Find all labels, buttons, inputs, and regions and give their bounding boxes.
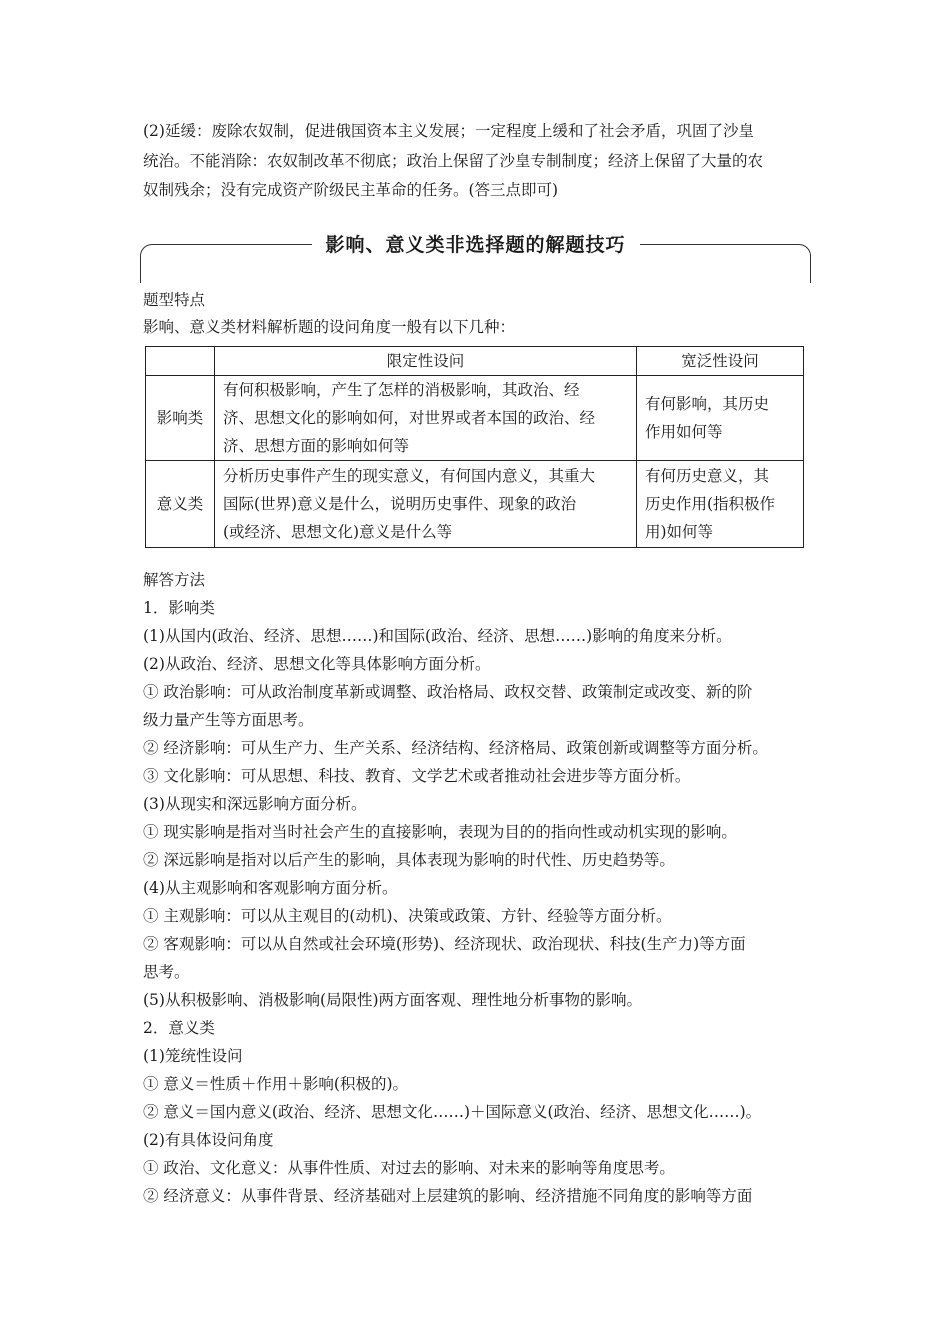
method-line: ① 意义＝性质＋作用＋影响(积极的)。: [143, 1075, 409, 1093]
cell-line: 有何历史意义，其: [645, 467, 770, 485]
table-header-cell: 宽泛性设问: [637, 347, 804, 376]
section-title: 影响、意义类非选择题的解题技巧: [311, 231, 639, 259]
method-line: 1．影响类: [143, 599, 215, 617]
broad-question-cell: [637, 376, 804, 461]
limited-question-cell: [215, 376, 637, 461]
table-header-cell: 限定性设问: [215, 347, 637, 376]
method-line: ① 主观影响：可以从主观目的(动机)、决策或政策、方针、经验等方面分析。: [143, 907, 672, 925]
row-label: 影响类: [146, 376, 215, 461]
row-label: 意义类: [146, 461, 215, 548]
method-line: ① 现实影响是指对当时社会产生的直接影响，表现为目的的指向性或动机实现的影响。: [143, 823, 737, 841]
method-line: ② 经济影响：可从生产力、生产关系、经济结构、经济格局、政策创新或调整等方面分析。: [143, 739, 768, 757]
method-line: 2．意义类: [143, 1019, 215, 1037]
method-line: (5)从积极影响、消极影响(局限性)两方面客观、理性地分析事物的影响。: [143, 991, 643, 1009]
broad-question-cell: [637, 461, 804, 548]
cell-line: 国际(世界)意义是什么，说明历史事件、现象的政治: [223, 495, 577, 513]
method-line: ① 政治、文化意义：从事件性质、对过去的影响、对未来的影响等角度思考。: [143, 1159, 675, 1177]
method-line: (3)从现实和深远影响方面分析。: [143, 795, 367, 813]
table-header-cell: [146, 347, 215, 376]
cell-line: 济、思想方面的影响如何等: [223, 437, 410, 455]
limited-question-cell: [215, 461, 637, 548]
method-line: 级力量产生等方面思考。: [143, 711, 314, 729]
cell-line: 有何影响，其历史: [645, 395, 770, 413]
table-header-row: [146, 347, 804, 376]
table-row: [146, 376, 804, 461]
cell-line: 历史作用(指积极作: [645, 495, 776, 513]
intro-line: (2)延缓：废除农奴制，促进俄国资本主义发展；一定程度上缓和了社会矛盾，巩固了沙皇: [143, 122, 754, 140]
cell-line: 分析历史事件产生的现实意义，有何国内意义，其重大: [223, 467, 596, 485]
method-line: (1)笼统性设问: [143, 1047, 243, 1065]
cell-line: 济、思想文化的影响如何，对世界或者本国的政治、经: [223, 409, 596, 427]
cell-line: (或经济、思想文化)意义是什么等: [223, 523, 453, 541]
method-line: (1)从国内(政治、经济、思想……)和国际(政治、经济、思想……)影响的角度来分析。: [143, 627, 732, 645]
method-line: ② 意义＝国内意义(政治、经济、思想文化……)＋国际意义(政治、经济、思想文化……)。: [143, 1103, 762, 1121]
method-line: ① 政治影响：可从政治制度革新或调整、政治格局、政权交替、政策制定或改变、新的阶: [143, 683, 753, 701]
method-line: (2)从政治、经济、思想文化等具体影响方面分析。: [143, 655, 491, 673]
method-line: ② 深远影响是指对以后产生的影响，具体表现为影响的时代性、历史趋势等。: [143, 851, 675, 869]
method-line: ③ 文化影响：可从思想、科技、教育、文学艺术或者推动社会进步等方面分析。: [143, 767, 691, 785]
question-type-table: [145, 346, 804, 548]
cell-line: 用)如何等: [645, 523, 714, 541]
cell-line: 有何积极影响，产生了怎样的消极影响，其政治、经: [223, 381, 580, 399]
method-line: ② 客观影响：可以从自然或社会环境(形势)、经济现状、政治现状、科技(生产力)等方面: [143, 935, 746, 953]
intro-line: 统治。不能消除：农奴制改革不彻底；政治上保留了沙皇专制制度；经济上保留了大量的农: [143, 152, 764, 170]
method-line: (4)从主观影响和客观影响方面分析。: [143, 879, 398, 897]
method-heading: 解答方法: [143, 571, 206, 589]
method-line: ② 经济意义：从事件背景、经济基础对上层建筑的影响、经济措施不同角度的影响等方面: [143, 1187, 753, 1205]
cell-line: 作用如何等: [645, 423, 723, 441]
features-desc: 影响、意义类材料解析题的设问角度一般有以下几种：: [143, 318, 516, 336]
table-row: [146, 461, 804, 548]
features-heading: 题型特点: [143, 291, 206, 309]
section-header: [140, 231, 811, 283]
intro-line: 奴制残余；没有完成资产阶级民主革命的任务。(答三点即可): [143, 181, 559, 199]
method-line: (2)有具体设问角度: [143, 1131, 274, 1149]
method-line: 思考。: [143, 963, 190, 981]
